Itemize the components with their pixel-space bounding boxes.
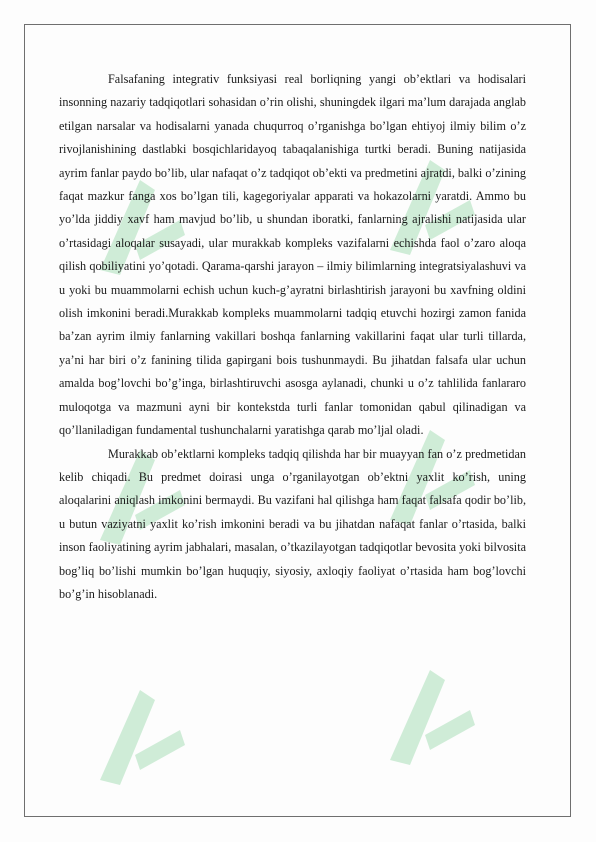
paragraph: Falsafaning integrativ funksiyasi real borliqning yangi ob’ektlari va hodisalari insonning nazariy tadqiqotlari sohasidan o’rin olishi, shuningdek ilgari ma’lum darajada anglab etilgan narsalar va hodisalarni yanada chuqurroq o’rganishga bo’lgan ehtiyoj ilmiy bilim o’z rivojlanishining dastlabki bosqichlaridayoq tabaqalanishiga turtki beradi. Buning natijasida ayrim fanlar paydo bo’lib, ular nafaqat o’z tadqiqot ob’ekti va predmetini ajratdi, balki o’zining faqat mazkur fanga xos bo’lgan tili, kagegoriyalar apparati va hokazolarni yaratdi. Ammo bu yo’lda jiddiy xavf ham mavjud bo’lib, u shundan iboratki, fanlarning ajralishi natijasida ular o’rtasidagi aloqalar susayadi, ular murakkab kompleks vazifalarni echishda faol o’zaro aloqa qilish qobiliyatini yo’qotadi. Qarama-qarshi jarayon – ilmiy bilimlarning integratsiyalashuvi va u yoki bu muammolarni echish uchun kuch-g’ayratni birlashtirish jarayoni bu xavfning oldini olish imkonini beradi.Murakkab kompleks muammolarni tadqiq etuvchi hozirgi zamon fanida ba’zan ayrim ilmiy fanlarning vakillari boshqa fanlarning vakillarini faqat ular turli tillarda, ya’ni har biri o’z fanining tilida gapirgani bois tushunmaydi. Bu jihatdan falsafa ular uchun amalda bog’lovchi bo’g’inga, birlashtiruvchi asosga aylanadi, chunki u o’z tahlilida fanlararo muloqotga va mazmuni ayni bir kontekstda turli fanlar tomonidan qabul qilinadigan va qo’llaniladigan fundamental tushunchalarni yaratishga qarab mo’ljal oladi. (59, 72, 526, 438)
paragraph: Murakkab ob’ektlarni kompleks tadqiq qilishda har bir muayyan fan o’z predmetidan kelib chiqadi. Bu predmet doirasi unga o’rganilayotgan ob’ektni yaxlit ko’rish, uning aloqalarini aniqlash imkonini bermaydi. Bu vazifani hal qilishga ham faqat falsafa qodir bo’lib, u butun vaziyatni yaxlit ko’rish imkonini beradi va bu jihatdan nafaqat fanlar o’rtasida, balki inson faoliyatining ayrim jabhalari, masalan, o’tkazilayotgan tadqiqotlar bevosita yoki bilvosita bog’liq bo’lishi mumkin bo’lgan huquqiy, siyosiy, axloqiy faoliyat o’rtasida ham bog’lovchi bo’g’in hisoblanadi. (59, 446, 526, 601)
document-body (59, 68, 526, 606)
